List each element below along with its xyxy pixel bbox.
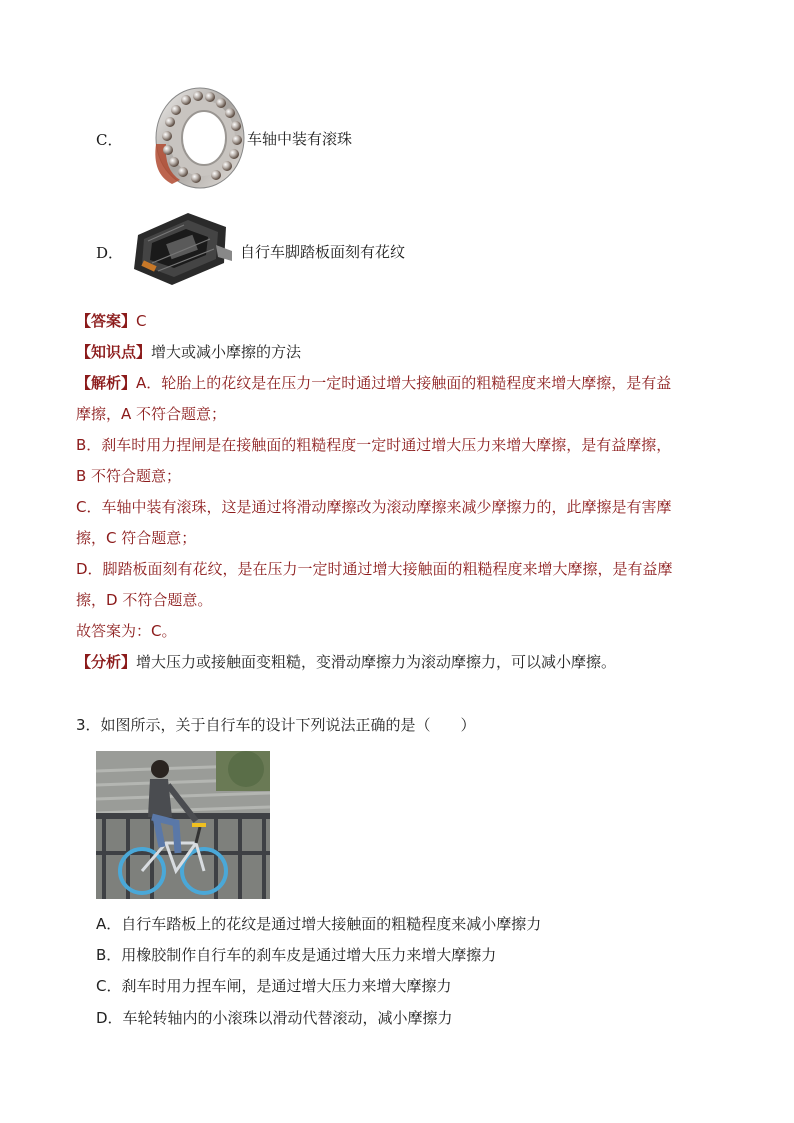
analysis-line-6: 擦，C 符合题意； xyxy=(76,529,197,547)
conclusion: 故答案为：C。 xyxy=(76,622,177,640)
analysis-line-1 xyxy=(76,373,671,393)
analysis-label: 【解析】 xyxy=(76,374,137,392)
cyclist-photo xyxy=(96,751,270,899)
question3-option-a: A．自行车踏板上的花纹是通过增大接触面的粗糙程度来减小摩擦力 xyxy=(96,915,542,933)
knowledge-line xyxy=(76,342,301,362)
answer-label: 【答案】 xyxy=(76,312,137,330)
question3-stem: 3．如图所示，关于自行车的设计下列说法正确的是（ ） xyxy=(76,716,476,734)
analysis-line-5: C．车轴中装有滚珠，这是通过将滑动摩擦改为滚动摩擦来减少摩擦力的，此摩擦是有害摩 xyxy=(76,498,672,516)
question3-option-c: C．刹车时用力捏车闸，是通过增大压力来增大摩擦力 xyxy=(96,977,452,995)
fenxi-label: 【分析】 xyxy=(76,653,137,671)
analysis-line-2: 摩擦，A 不符合题意； xyxy=(76,405,227,423)
question3-option-d: D．车轮转轴内的小滚珠以滑动代替滚动，减小摩擦力 xyxy=(96,1009,453,1027)
fenxi-line xyxy=(76,652,616,672)
option-d-letter: D． xyxy=(96,244,124,262)
option-c-text: 车轴中装有滚珠 xyxy=(247,130,353,148)
answer-line xyxy=(76,311,147,331)
knowledge-value: 增大或减小摩擦的方法 xyxy=(151,343,302,361)
option-d-text: 自行车脚踏板面刻有花纹 xyxy=(240,243,406,261)
question3-option-b: B．用橡胶制作自行车的刹车皮是通过增大压力来增大摩擦力 xyxy=(96,946,497,964)
pedal-image xyxy=(128,205,234,289)
fenxi-value: 增大压力或接触面变粗糙，变滑动摩擦力为滚动摩擦力，可以减小摩擦。 xyxy=(136,653,617,671)
option-c-letter: C． xyxy=(96,131,123,149)
analysis-line-4: B 不符合题意； xyxy=(76,467,182,485)
bearing-image xyxy=(150,84,245,190)
analysis-line-7: D．脚踏板面刻有花纹，是在压力一定时通过增大接触面的粗糙程度来增大摩擦，是有益摩 xyxy=(76,560,673,578)
analysis-text: A．轮胎上的花纹是在压力一定时通过增大接触面的粗糙程度来增大摩擦，是有益 xyxy=(136,374,672,392)
knowledge-label: 【知识点】 xyxy=(76,343,152,361)
analysis-line-8: 擦，D 不符合题意。 xyxy=(76,591,213,609)
analysis-line-3: B．刹车时用力捏闸是在接触面的粗糙程度一定时通过增大压力来增大摩擦，是有益摩擦， xyxy=(76,436,672,454)
answer-value: C xyxy=(136,312,147,330)
